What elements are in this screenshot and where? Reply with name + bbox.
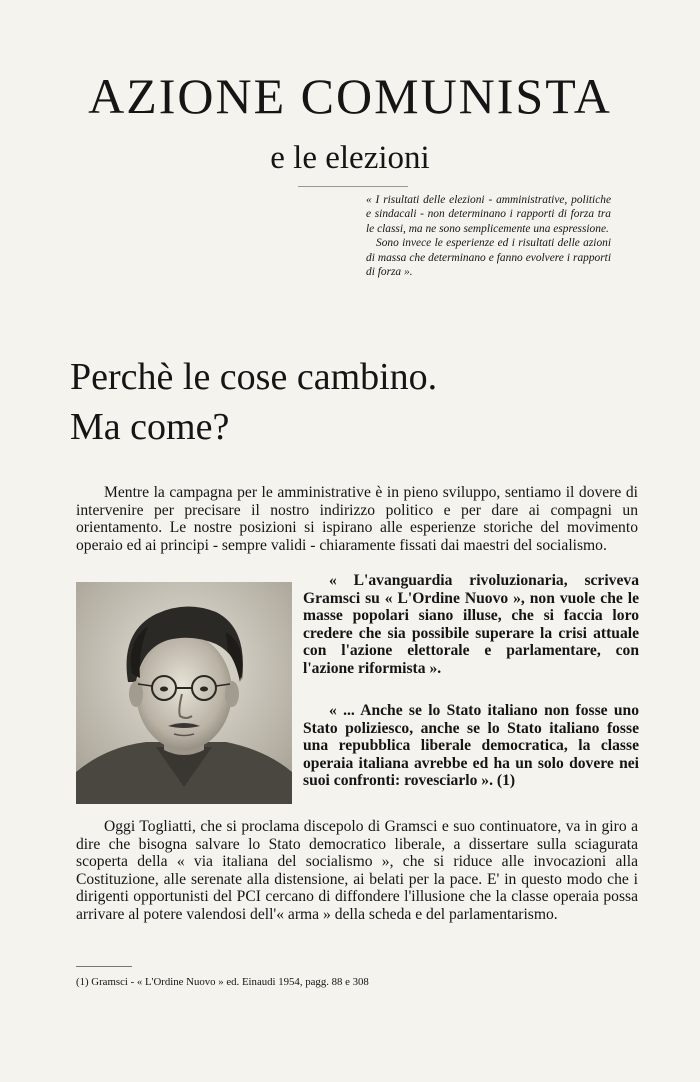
article-intro-paragraph: Mentre la campagna per le amministrative è in pieno sviluppo, sentiamo il dovere di intervenire per precisare il nostro indirizzo politico e per dare ai compagni un orientamento. Le nostre posizioni si ispirano alle esperienze storiche del movimento operaio ed ai principi - sempre validi - chiaramente fissati dai maestri del socialismo. — [76, 484, 638, 554]
article-headline — [70, 352, 630, 452]
headline-line: Perchè le cose cambino. — [70, 356, 438, 398]
epigraph-paragraph: « I risultati delle elezioni - amministrative, politiche e sindacali - non determinano i rapporti di forza tra le classi, ma ne sono semplicemente una espressione. — [366, 194, 611, 235]
page-title: AZIONE COMUNISTA — [88, 68, 612, 124]
gramsci-quote-first: « L'avanguardia rivoluzionaria, scriveva Gramsci su « L'Ordine Nuovo », non vuole che le masse popolari siano illuse, che si faccia loro credere che sia possibile superare la crisi attuale con l'azione elettorale e parlamentare, con l'azione riformista ». — [303, 572, 639, 677]
article-closing-paragraph: Oggi Togliatti, che si proclama discepolo di Gramsci e suo continuatore, va in giro a dire che bisogna salvare lo Stato democratico liberale, a dissertare sulla sciagurata scoperta della « via italiana del socialismo », che si riduce alle invocazioni alla Costituzione, alle serenate alla distensione, ai belati per la pace. E' in questo modo che i dirigenti opportunisti del PCI cercano di diffondere l'illusione che la classe operaia possa arrivare al potere valendosi dell'« arma » della scheda e del parlamentarismo. — [76, 818, 638, 923]
title-divider — [298, 186, 408, 187]
epigraph-paragraph: Sono invece le esperienze ed i risultati delle azioni di massa che determinano e fanno evolvere i rapporti di forza ». — [366, 237, 611, 279]
gramsci-quote-second: « ... Anche se lo Stato italiano non fosse uno Stato poliziesco, anche se lo Stato italiano fosse una repubblica liberale democratica, la classe operaia italiana avrebbe ed ha un solo dovere nei suoi confronti: rovesciarlo ». (1) — [303, 702, 639, 789]
portrait-image — [76, 582, 292, 804]
footnote-divider — [76, 966, 132, 967]
headline-line: Ma come? — [70, 406, 230, 448]
footnote: (1) Gramsci - « L'Ordine Nuovo » ed. Einaudi 1954, pagg. 88 e 308 — [76, 976, 369, 988]
epigraph — [366, 193, 611, 279]
portrait-illustration — [76, 582, 292, 804]
page-subtitle: e le elezioni — [270, 140, 430, 176]
